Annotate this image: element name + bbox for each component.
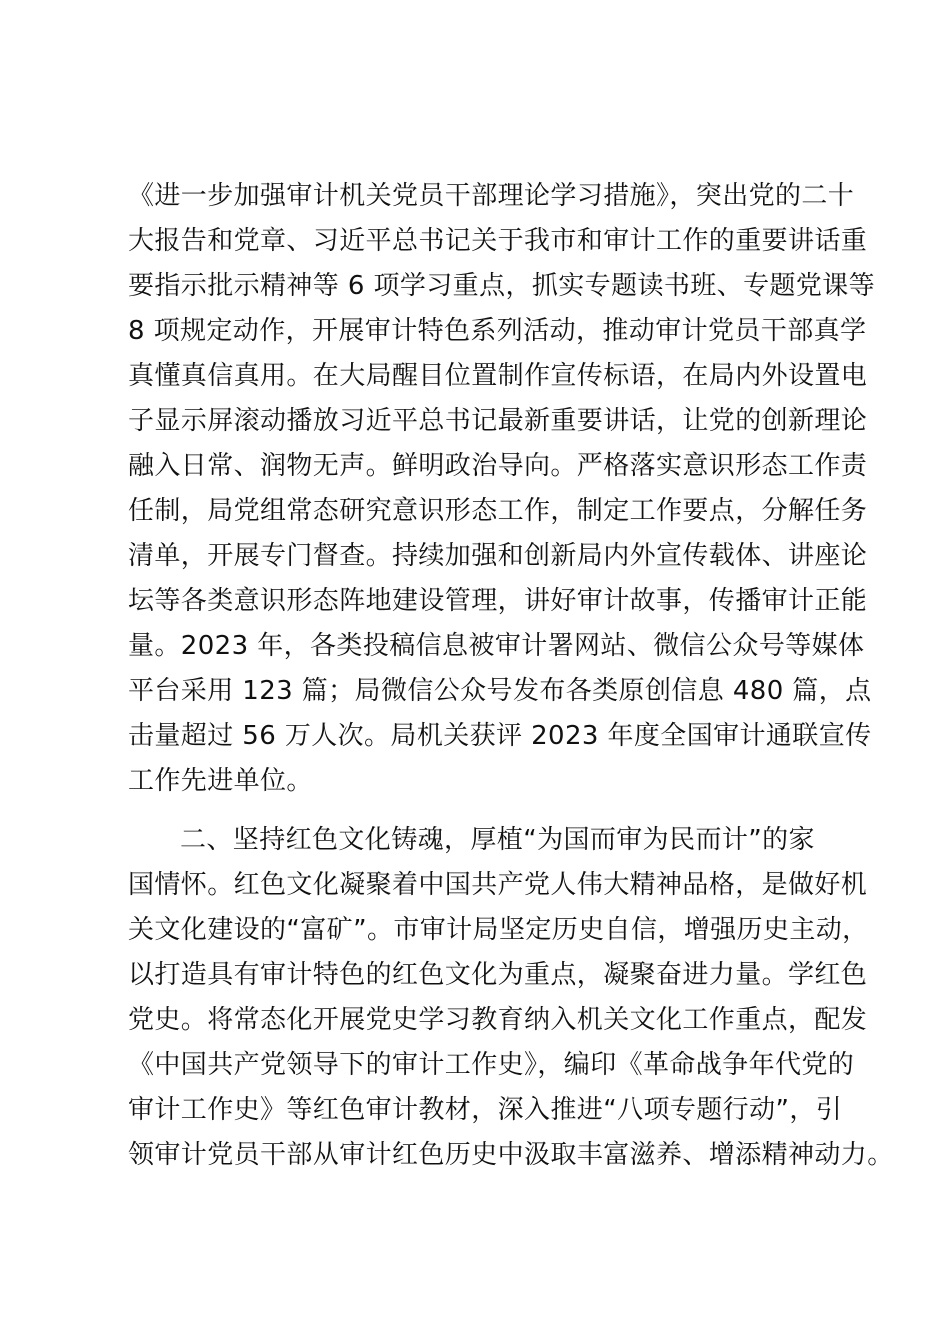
body-paragraph-2 bbox=[128, 818, 894, 1178]
text-line: 坛等各类意识形态阵地建设管理，讲好审计故事，传播审计正能 bbox=[128, 586, 868, 616]
text-line: 平台采用 123 篇；局微信公众号发布各类原创信息 480 篇，点 bbox=[128, 676, 872, 706]
body-paragraph-1 bbox=[128, 174, 876, 804]
text-line: 任制，局党组常态研究意识形态工作，制定工作要点，分解任务 bbox=[128, 496, 868, 526]
text-line: 要指示批示精神等 6 项学习重点，抓实专题读书班、专题党课等 bbox=[128, 271, 876, 301]
text-line: 大报告和党章、习近平总书记关于我市和审计工作的重要讲话重 bbox=[128, 226, 868, 256]
section-heading-line: 二、坚持红色文化铸魂，厚植“为国而审为民而计”的家 bbox=[180, 825, 815, 855]
text-line: 领审计党员干部从审计红色历史中汲取丰富滋养、增添精神动力。 bbox=[128, 1140, 894, 1170]
text-line: 审计工作史》等红色审计教材，深入推进“八项专题行动”，引 bbox=[128, 1095, 843, 1125]
text-line: 党史。将常态化开展党史学习教育纳入机关文化工作重点，配发 bbox=[128, 1005, 868, 1035]
text-line: 清单，开展专门督查。持续加强和创新局内外宣传载体、讲座论 bbox=[128, 541, 868, 571]
text-line: 以打造具有审计特色的红色文化为重点，凝聚奋进力量。学红色 bbox=[128, 960, 868, 990]
text-line: 8 项规定动作，开展审计特色系列活动，推动审计党员干部真学 bbox=[128, 316, 867, 346]
text-line: 《中国共产党领导下的审计工作史》，编印《革命战争年代党的 bbox=[128, 1050, 855, 1080]
text-line: 国情怀。红色文化凝聚着中国共产党人伟大精神品格，是做好机 bbox=[128, 870, 868, 900]
text-line: 子显示屏滚动播放习近平总书记最新重要讲话，让党的创新理论 bbox=[128, 406, 868, 436]
text-line: 量。2023 年，各类投稿信息被审计署网站、微信公众号等媒体 bbox=[128, 631, 865, 661]
text-line: 工作先进单位。 bbox=[128, 766, 313, 796]
text-line: 真懂真信真用。在大局醒目位置制作宣传标语，在局内外设置电 bbox=[128, 361, 868, 391]
text-line: 《进一步加强审计机关党员干部理论学习措施》，突出党的二十 bbox=[128, 181, 855, 211]
text-line: 融入日常、润物无声。鲜明政治导向。严格落实意识形态工作责 bbox=[128, 451, 868, 481]
text-line: 击量超过 56 万人次。局机关获评 2023 年度全国审计通联宣传 bbox=[128, 721, 872, 751]
text-line: 关文化建设的“富矿”。市审计局坚定历史自信，增强历史主动， bbox=[128, 915, 869, 945]
